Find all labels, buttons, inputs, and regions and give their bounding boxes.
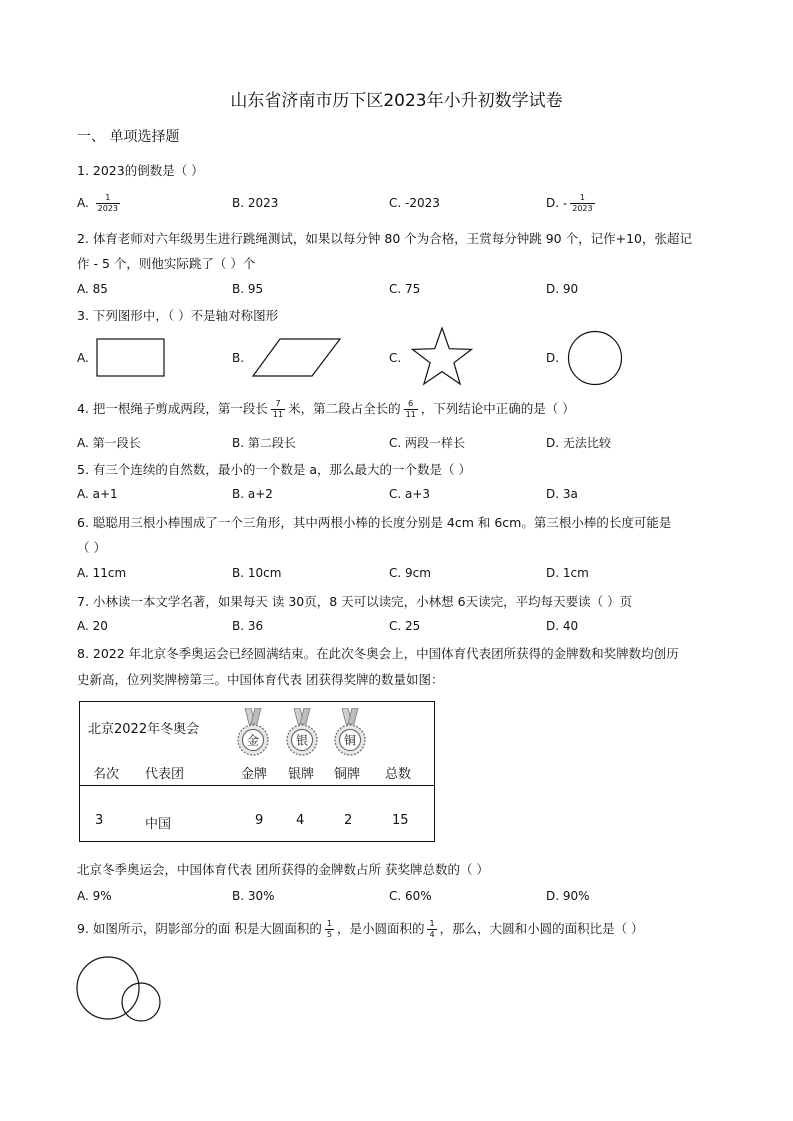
cell-rank: 3 — [95, 813, 104, 828]
fraction: $\frac{1}{2023}$ — [97, 193, 118, 213]
question-4-option-d[interactable]: D. 无法比较 — [546, 436, 611, 450]
circle-shape — [567, 330, 623, 386]
header-bronze: 铜牌 — [334, 767, 361, 782]
question-2-option-c[interactable]: C. 75 — [389, 282, 421, 296]
header-gold: 金牌 — [241, 767, 268, 782]
overlapping-circles-figure — [75, 955, 165, 1027]
question-8-question: 北京冬季奥运会，中国体育代表 团所获得的金牌数占所 获奖牌总数的（ ） — [77, 862, 489, 877]
question-6-line-2: （ ） — [77, 540, 106, 555]
question-7-option-d[interactable]: D. 40 — [546, 619, 579, 633]
question-3-option-a-label[interactable]: A. — [77, 351, 89, 365]
svg-text:金: 金 — [246, 733, 260, 748]
section-heading: 一、 单项选择题 — [77, 129, 180, 145]
question-8-line-1: 8. 2022 年北京冬季奥运会已经圆满结束。在此次冬奥会上，中国体育代表团所获得的金牌数和奖牌数均创历 — [77, 646, 679, 661]
table-caption: 北京2022年冬奥会 — [88, 722, 200, 737]
question-8-option-a[interactable]: A. 9% — [77, 889, 112, 903]
question-5-option-a[interactable]: A. a+1 — [77, 487, 118, 501]
star-shape — [410, 326, 474, 388]
cell-total: 15 — [392, 813, 409, 828]
header-rank: 名次 — [93, 767, 120, 782]
question-1-option-d[interactable]: D. - $\frac{1}{2023}$ — [546, 193, 593, 213]
medal-table — [79, 701, 435, 842]
fraction: $\frac{1}{5}$ — [326, 919, 332, 939]
question-4-option-c[interactable]: C. 两段一样长 — [389, 436, 466, 450]
question-4-option-b[interactable]: B. 第二段长 — [232, 436, 296, 450]
question-2-option-a[interactable]: A. 85 — [77, 282, 108, 296]
question-6-line-1: 6. 聪聪用三根小棒围成了一个三角形，其中两根小棒的长度分别是 4cm 和 6cm。第三根小棒的长度可能是 — [77, 515, 672, 530]
question-8-line-2: 史新高，位列奖牌榜第三。中国体育代表 团获得奖牌的数量如图： — [77, 672, 444, 687]
question-2-option-d[interactable]: D. 90 — [546, 282, 579, 296]
header-delegation: 代表团 — [145, 767, 185, 782]
question-7-option-a[interactable]: A. 20 — [77, 619, 108, 633]
question-1-option-a[interactable]: A. $\frac{1}{2023}$ — [77, 193, 118, 213]
page-title: 山东省济南市历下区2023年小升初数学试卷 — [230, 91, 563, 111]
question-1-stem: 1. 2023的倒数是（ ） — [77, 163, 204, 178]
cell-silver: 4 — [296, 813, 305, 828]
rectangle-shape — [96, 338, 166, 378]
question-9-stem: 9. 如图所示，阴影部分的面 积是大圆面积的 $\frac{1}{5}$ ，是小圆面积的 $\frac{1}{4}$ ，那么，大圆和小圆的面积比是（ ） — [77, 919, 644, 939]
fraction: $\frac{1}{2023}$ — [572, 193, 593, 213]
question-7-option-c[interactable]: C. 25 — [389, 619, 421, 633]
svg-text:铜: 铜 — [343, 733, 357, 748]
question-2-line-1: 2. 体育老师对六年级男生进行跳绳测试，如果以每分钟 80 个为合格，王赏每分钟跳 90 个，记作+10，张超记 — [77, 231, 692, 246]
fraction: $\frac{6}{11}$ — [405, 399, 416, 419]
header-total: 总数 — [385, 767, 412, 782]
silver-medal-icon — [284, 708, 320, 756]
fraction: $\frac{7}{11}$ — [272, 399, 284, 419]
cell-delegation: 中国 — [145, 817, 172, 832]
question-8-option-d[interactable]: D. 90% — [546, 889, 590, 903]
question-8-option-b[interactable]: B. 30% — [232, 889, 275, 903]
question-1-option-b[interactable]: B. 2023 — [232, 196, 279, 210]
question-7-stem: 7. 小林读一本文学名著，如果每天 读 30页，8 天可以读完，小林想 6天读完，平均每天要读（ ）页 — [77, 594, 633, 609]
svg-text:银: 银 — [295, 733, 309, 748]
question-5-option-b[interactable]: B. a+2 — [232, 487, 273, 501]
header-silver: 银牌 — [288, 767, 315, 782]
question-4-stem: 4. 把一根绳子剪成两段，第一段长 $\frac{7}{11}$ 米，第二段占全长的 $\frac{6}{11}$ ，下列结论中正确的是（ ） — [77, 399, 575, 419]
question-4-option-a[interactable]: A. 第一段长 — [77, 436, 141, 450]
question-5-option-d[interactable]: D. 3a — [546, 487, 578, 501]
question-3-option-b-label[interactable]: B. — [232, 351, 245, 365]
question-6-option-d[interactable]: D. 1cm — [546, 566, 589, 580]
gold-medal-icon — [235, 708, 271, 756]
question-2-line-2: 作 - 5 个，则他实际跳了（ ）个 — [77, 256, 256, 271]
question-7-option-b[interactable]: B. 36 — [232, 619, 264, 633]
question-5-option-c[interactable]: C. a+3 — [389, 487, 431, 501]
question-3-option-d-label[interactable]: D. — [546, 351, 560, 365]
question-3-stem: 3. 下列图形中，（ ）不是轴对称图形 — [77, 308, 279, 323]
cell-gold: 9 — [255, 813, 264, 828]
question-1-option-c[interactable]: C. -2023 — [389, 196, 440, 210]
question-2-option-b[interactable]: B. 95 — [232, 282, 264, 296]
table-divider — [80, 785, 434, 786]
fraction: $\frac{1}{4}$ — [429, 919, 435, 939]
question-6-option-a[interactable]: A. 11cm — [77, 566, 127, 580]
bronze-medal-icon — [332, 708, 368, 756]
question-5-stem: 5. 有三个连续的自然数，最小的一个数是 a，那么最大的一个数是（ ） — [77, 462, 472, 477]
cell-bronze: 2 — [344, 813, 353, 828]
question-8-option-c[interactable]: C. 60% — [389, 889, 432, 903]
parallelogram-shape — [252, 338, 342, 378]
question-3-option-c-label[interactable]: C. — [389, 351, 402, 365]
question-6-option-b[interactable]: B. 10cm — [232, 566, 282, 580]
question-6-option-c[interactable]: C. 9cm — [389, 566, 431, 580]
